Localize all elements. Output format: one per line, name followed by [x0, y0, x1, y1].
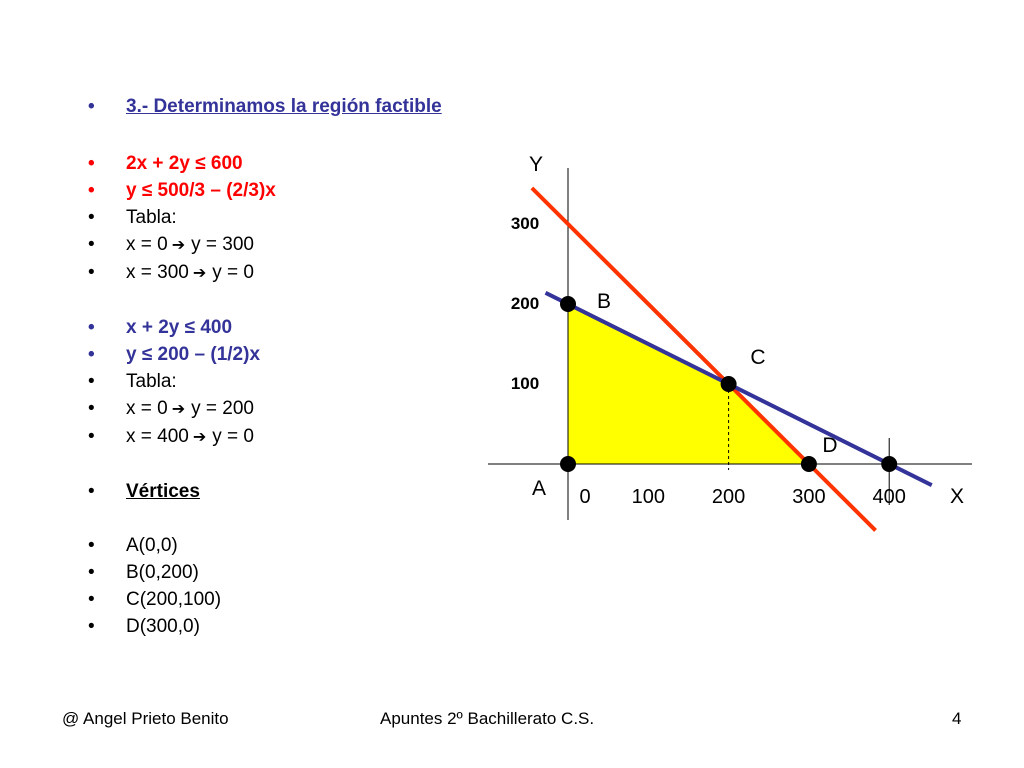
x-tick-300: 300 — [792, 486, 826, 508]
x-tick-400: 400 — [872, 486, 906, 508]
bullet-t1-row2: • x = 300 ➔ y = 0 — [88, 262, 254, 283]
bullet-eq1: • 2x + 2y ≤ 600 — [88, 153, 243, 174]
vertex-dot-extra-4 — [881, 456, 897, 472]
vertex-dot-c — [721, 376, 737, 392]
x-tick-0: 0 — [579, 486, 591, 508]
bullet-vertex-a: • A(0,0) — [88, 535, 178, 556]
footer-course: Apuntes 2º Bachillerato C.S. — [380, 709, 595, 728]
bullet-eq2-solved: • y ≤ 200 – (1/2)x — [88, 344, 261, 365]
y-axis-label: Y — [528, 153, 544, 176]
bullet-t2-row1: • x = 0 ➔ y = 200 — [88, 398, 254, 419]
vertex-label-c: C — [750, 346, 766, 369]
bullet-vertex-c: • C(200,100) — [88, 589, 222, 610]
arrow-icon: ➔ — [171, 401, 186, 418]
vertex-label-b: B — [596, 290, 612, 313]
x-tick-100: 100 — [631, 486, 665, 508]
y-tick-300: 300 — [510, 214, 540, 233]
bullet-heading: • 3.- Determinamos la región factible — [88, 96, 442, 117]
vertex-label-a: A — [531, 477, 547, 500]
x-axis-label: X — [949, 485, 965, 508]
bullet-t2-row2: • x = 400 ➔ y = 0 — [88, 426, 254, 447]
vertex-dot-a — [560, 456, 576, 472]
vertex-label-d: D — [822, 434, 838, 457]
bullet-vertex-b: • B(0,200) — [88, 562, 199, 583]
y-tick-100: 100 — [510, 374, 540, 393]
arrow-icon: ➔ — [192, 429, 207, 446]
arrow-icon: ➔ — [171, 237, 186, 254]
bullet-t1-row1: • x = 0 ➔ y = 300 — [88, 234, 254, 255]
bullet-tabla1: • Tabla: — [88, 207, 177, 228]
bullet-eq1-solved: • y ≤ 500/3 – (2/3)x — [88, 180, 276, 201]
vertex-dot-d — [801, 456, 817, 472]
footer-page-number: 4 — [952, 709, 962, 728]
bullet-eq2: • x + 2y ≤ 400 — [88, 317, 233, 338]
feasible-region — [568, 304, 809, 464]
y-tick-200: 200 — [510, 294, 540, 313]
arrow-icon: ➔ — [192, 265, 207, 282]
footer-author: @ Angel Prieto Benito — [62, 709, 229, 728]
heading-text: 3.- Determinamos la región factible — [126, 96, 442, 117]
x-tick-200: 200 — [711, 486, 746, 508]
bullet-tabla2: • Tabla: — [88, 371, 177, 392]
bullet-vertex-d: • D(300,0) — [88, 616, 200, 637]
vertex-dot-b — [560, 296, 576, 312]
bullet-vertices-heading: • Vértices — [88, 481, 200, 502]
